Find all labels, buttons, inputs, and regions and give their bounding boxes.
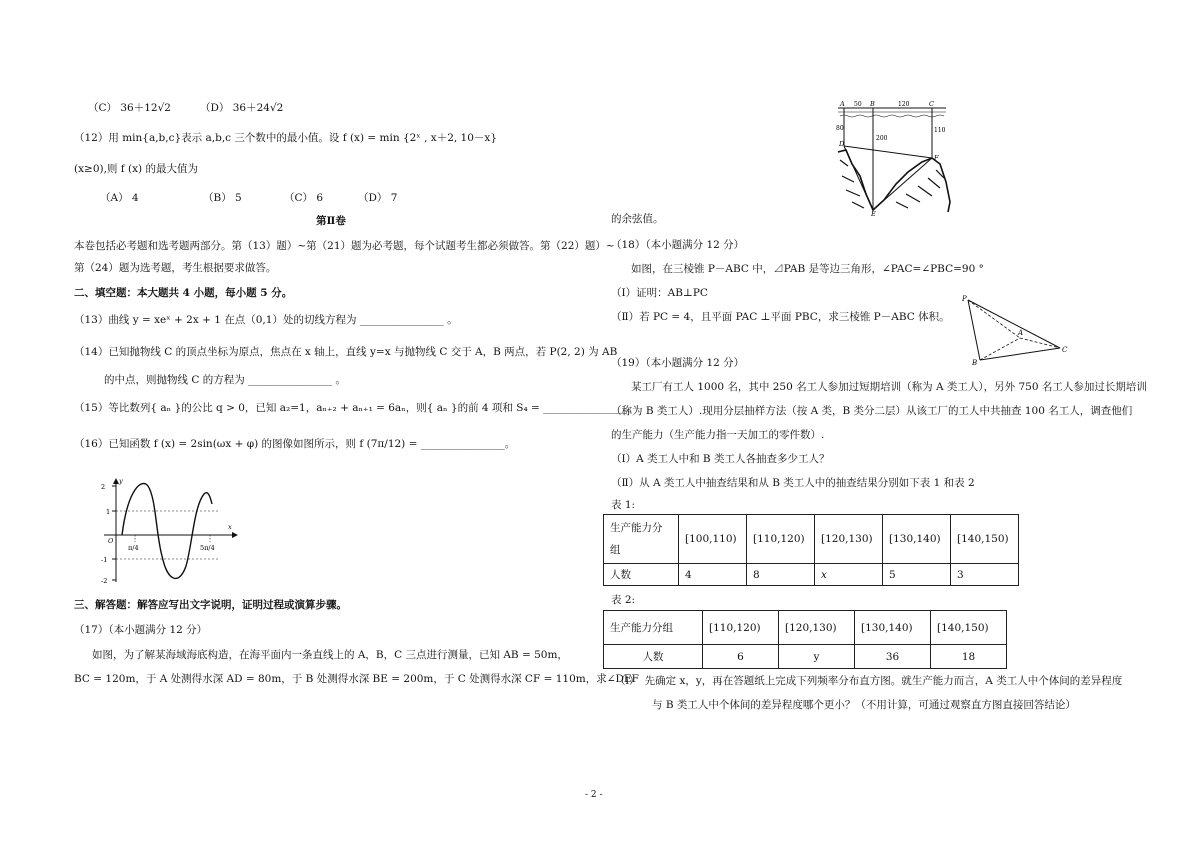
table-2 (603, 610, 1007, 669)
question-13: （13）曲线 y = xeˣ + 2x + 1 在点（0,1）处的切线方程为 ________________ 。 (74, 314, 458, 326)
label-ad-depth: 80 (836, 125, 844, 132)
label-a: A (840, 100, 845, 108)
y-tick-neg1: -1 (101, 556, 108, 564)
question-19-header: （19）（本小题满分 12 分） (611, 357, 745, 369)
part-2-desc-2: 第（24）题为选考题，考生根据要求做答。 (74, 262, 277, 274)
table-1-header-cell: [100,110) (679, 515, 747, 564)
table-2-cell: 36 (855, 645, 931, 669)
page-number: - 2 - (585, 790, 603, 800)
question-18-part-1: （Ⅰ）证明：AB⊥PC (611, 287, 708, 299)
q12-option-b: （B） 5 (203, 192, 242, 204)
question-18-header: （18）（本小题满分 12 分） (611, 239, 745, 251)
label-b-tetra: B (972, 359, 978, 367)
question-18-line-1: 如图，在三棱锥 P－ABC 中，⊿PAB 是等边三角形，∠PAC=∠PBC=90 ° (631, 263, 984, 275)
tetrahedron-figure (960, 294, 1070, 366)
question-17-header: （17）（本小题满分 12 分） (74, 624, 208, 636)
question-16: （16）已知函数 f (x) = 2sin(ωx + φ) 的图像如图所示，则 f (7π/12) = ________________。 (74, 438, 516, 450)
question-19-line-1: 某工厂有工人 1000 名，其中 250 名工人参加过短期培训（称为 A 类工人），另外 750 名工人参加过长期培训 (631, 381, 1147, 393)
q12-option-c: （C） 6 (284, 192, 324, 204)
table-1-header-cell: 生产能力分组 (604, 515, 679, 564)
seafloor-figure (836, 98, 956, 216)
label-f: F (934, 154, 939, 162)
part-2-desc-1: 本卷包括必考题和选考题两部分。第（13）题）~第（21）题为必考题，每个试题考生都必须做答。第（22）题）~ (74, 240, 615, 252)
table-2-cell: y (779, 645, 855, 669)
label-p: P (962, 295, 967, 303)
label-be-depth: 200 (876, 135, 888, 142)
question-17-line-1: 如图，为了解某海域海底构造，在海平面内一条直线上的 A，B，C 三点进行测量，已知 AB = 50m， (92, 649, 568, 661)
table-1-cell: 3 (951, 564, 1019, 586)
sine-graph-figure (100, 476, 240, 586)
question-19-note-2: 与 B 类工人中个体间的差异程度哪个更小？（不用计算，可通过观察直方图直接回答结论） (652, 699, 1076, 711)
origin-label: O (108, 537, 114, 545)
x-tick-pi-4: π/4 (128, 544, 139, 552)
label-a-tetra: A (1018, 329, 1024, 337)
table-2-header-cell: [130,140) (855, 611, 931, 645)
table-2-header-cell: [140,150) (931, 611, 1007, 645)
label-d: D (839, 140, 845, 148)
table-2-header-cell: [120,130) (779, 611, 855, 645)
question-12: （12）用 min{a,b,c}表示 a,b,c 三个数中的最小值。设 f (x) = min {2ˣ , x＋2, 10－x} (74, 132, 498, 144)
table-2-header-cell: 生产能力分组 (604, 611, 703, 645)
table-1-label: 表 1: (611, 499, 636, 511)
question-17-line-2: BC = 120m，于 A 处测得水深 AD = 80m，于 B 处测得水深 BE = 200m，于 C 处测得水深 CF = 110m，求∠DEF (74, 673, 639, 685)
option-d-prev: （D） 36＋24√2 (200, 102, 284, 114)
solve-section-title: 三、解答题：解答应写出文字说明，证明过程或演算步骤。 (74, 599, 347, 611)
table-1-header-cell: [110,120) (747, 515, 815, 564)
table-1-header-cell: [140,150) (951, 515, 1019, 564)
label-c: C (929, 100, 934, 108)
q12-option-a: （A） 4 (100, 192, 139, 204)
table-1-row-label: 人数 (604, 564, 679, 586)
question-14: （14）已知抛物线 C 的顶点坐标为原点，焦点在 x 轴上，直线 y=x 与抛物线 C 交于 A，B 两点，若 P(2, 2) 为 AB (74, 346, 618, 358)
part-2-title: 第Ⅱ卷 (316, 215, 346, 227)
question-19-part-2: （Ⅱ）从 A 类工人中抽查结果和从 B 类工人中的抽查结果分别如下表 1 和表 2 (611, 477, 975, 489)
table-1-cell: 5 (883, 564, 951, 586)
x-axis-label: x (228, 523, 232, 531)
table-1-header-cell: [120,130) (815, 515, 883, 564)
question-14-cont: 的中点，则抛物线 C 的方程为 ________________ 。 (104, 374, 346, 386)
question-12-cont: (x≥0),则 f (x) 的最大值为 (74, 163, 198, 175)
label-cf-depth: 110 (934, 127, 946, 134)
x-tick-5pi-4: 5π/4 (200, 544, 215, 552)
table-1-header-cell: [130,140) (883, 515, 951, 564)
q12-option-d: （D） 7 (358, 192, 398, 204)
label-c-tetra: C (1062, 346, 1068, 354)
question-18-part-2: （Ⅱ）若 PC = 4，且平面 PAC ⊥平面 PBC，求三棱锥 P－ABC 体积。 (611, 311, 950, 323)
question-19-part-1: （Ⅰ）A 类工人中和 B 类工人各抽查多少工人？ (611, 453, 830, 465)
table-1-cell: 4 (679, 564, 747, 586)
question-17-end: 的余弦值。 (611, 213, 664, 225)
y-axis-label: y (119, 477, 123, 485)
table-2-header-cell: [110,120) (703, 611, 779, 645)
question-15: （15）等比数列{ aₙ }的公比 q > 0，已知 a₂=1，aₙ₊₂ + aₙ₊₁ = 6aₙ，则{ aₙ }的前 4 项和 S₄ = ________________。 (74, 402, 638, 414)
fill-in-section-title: 二、填空题：本大题共 4 小题，每小题 5 分。 (74, 287, 293, 299)
table-2-label: 表 2: (611, 594, 636, 606)
question-19-note-1: （i） 先确定 x，y，再在答题纸上完成下列频率分布直方图。就生产能力而言，A 类工人中个体间的差异程度 (615, 675, 1123, 687)
table-1-cell: x (815, 564, 883, 586)
label-e: E (871, 210, 876, 218)
question-19-line-3: 的生产能力（生产能力指一天加工的零件数）. (611, 429, 825, 441)
y-tick-1: 1 (106, 508, 111, 516)
option-c-prev: （C） 36＋12√2 (88, 102, 171, 114)
label-ab-dist: 50 (854, 101, 862, 108)
question-19-line-2: （称为 B 类工人）.现用分层抽样方法（按 A 类，B 类分二层）从该工厂的工人中共抽查 100 名工人，调查他们 (611, 405, 1133, 417)
table-2-row-label: 人数 (604, 645, 703, 669)
y-tick-2: 2 (101, 483, 106, 491)
table-2-cell: 18 (931, 645, 1007, 669)
table-1 (603, 514, 1019, 586)
table-2-cell: 6 (703, 645, 779, 669)
y-tick-neg2: -2 (101, 577, 108, 585)
table-1-cell: 8 (747, 564, 815, 586)
label-bc-dist: 120 (898, 101, 910, 108)
label-b: B (870, 100, 875, 108)
